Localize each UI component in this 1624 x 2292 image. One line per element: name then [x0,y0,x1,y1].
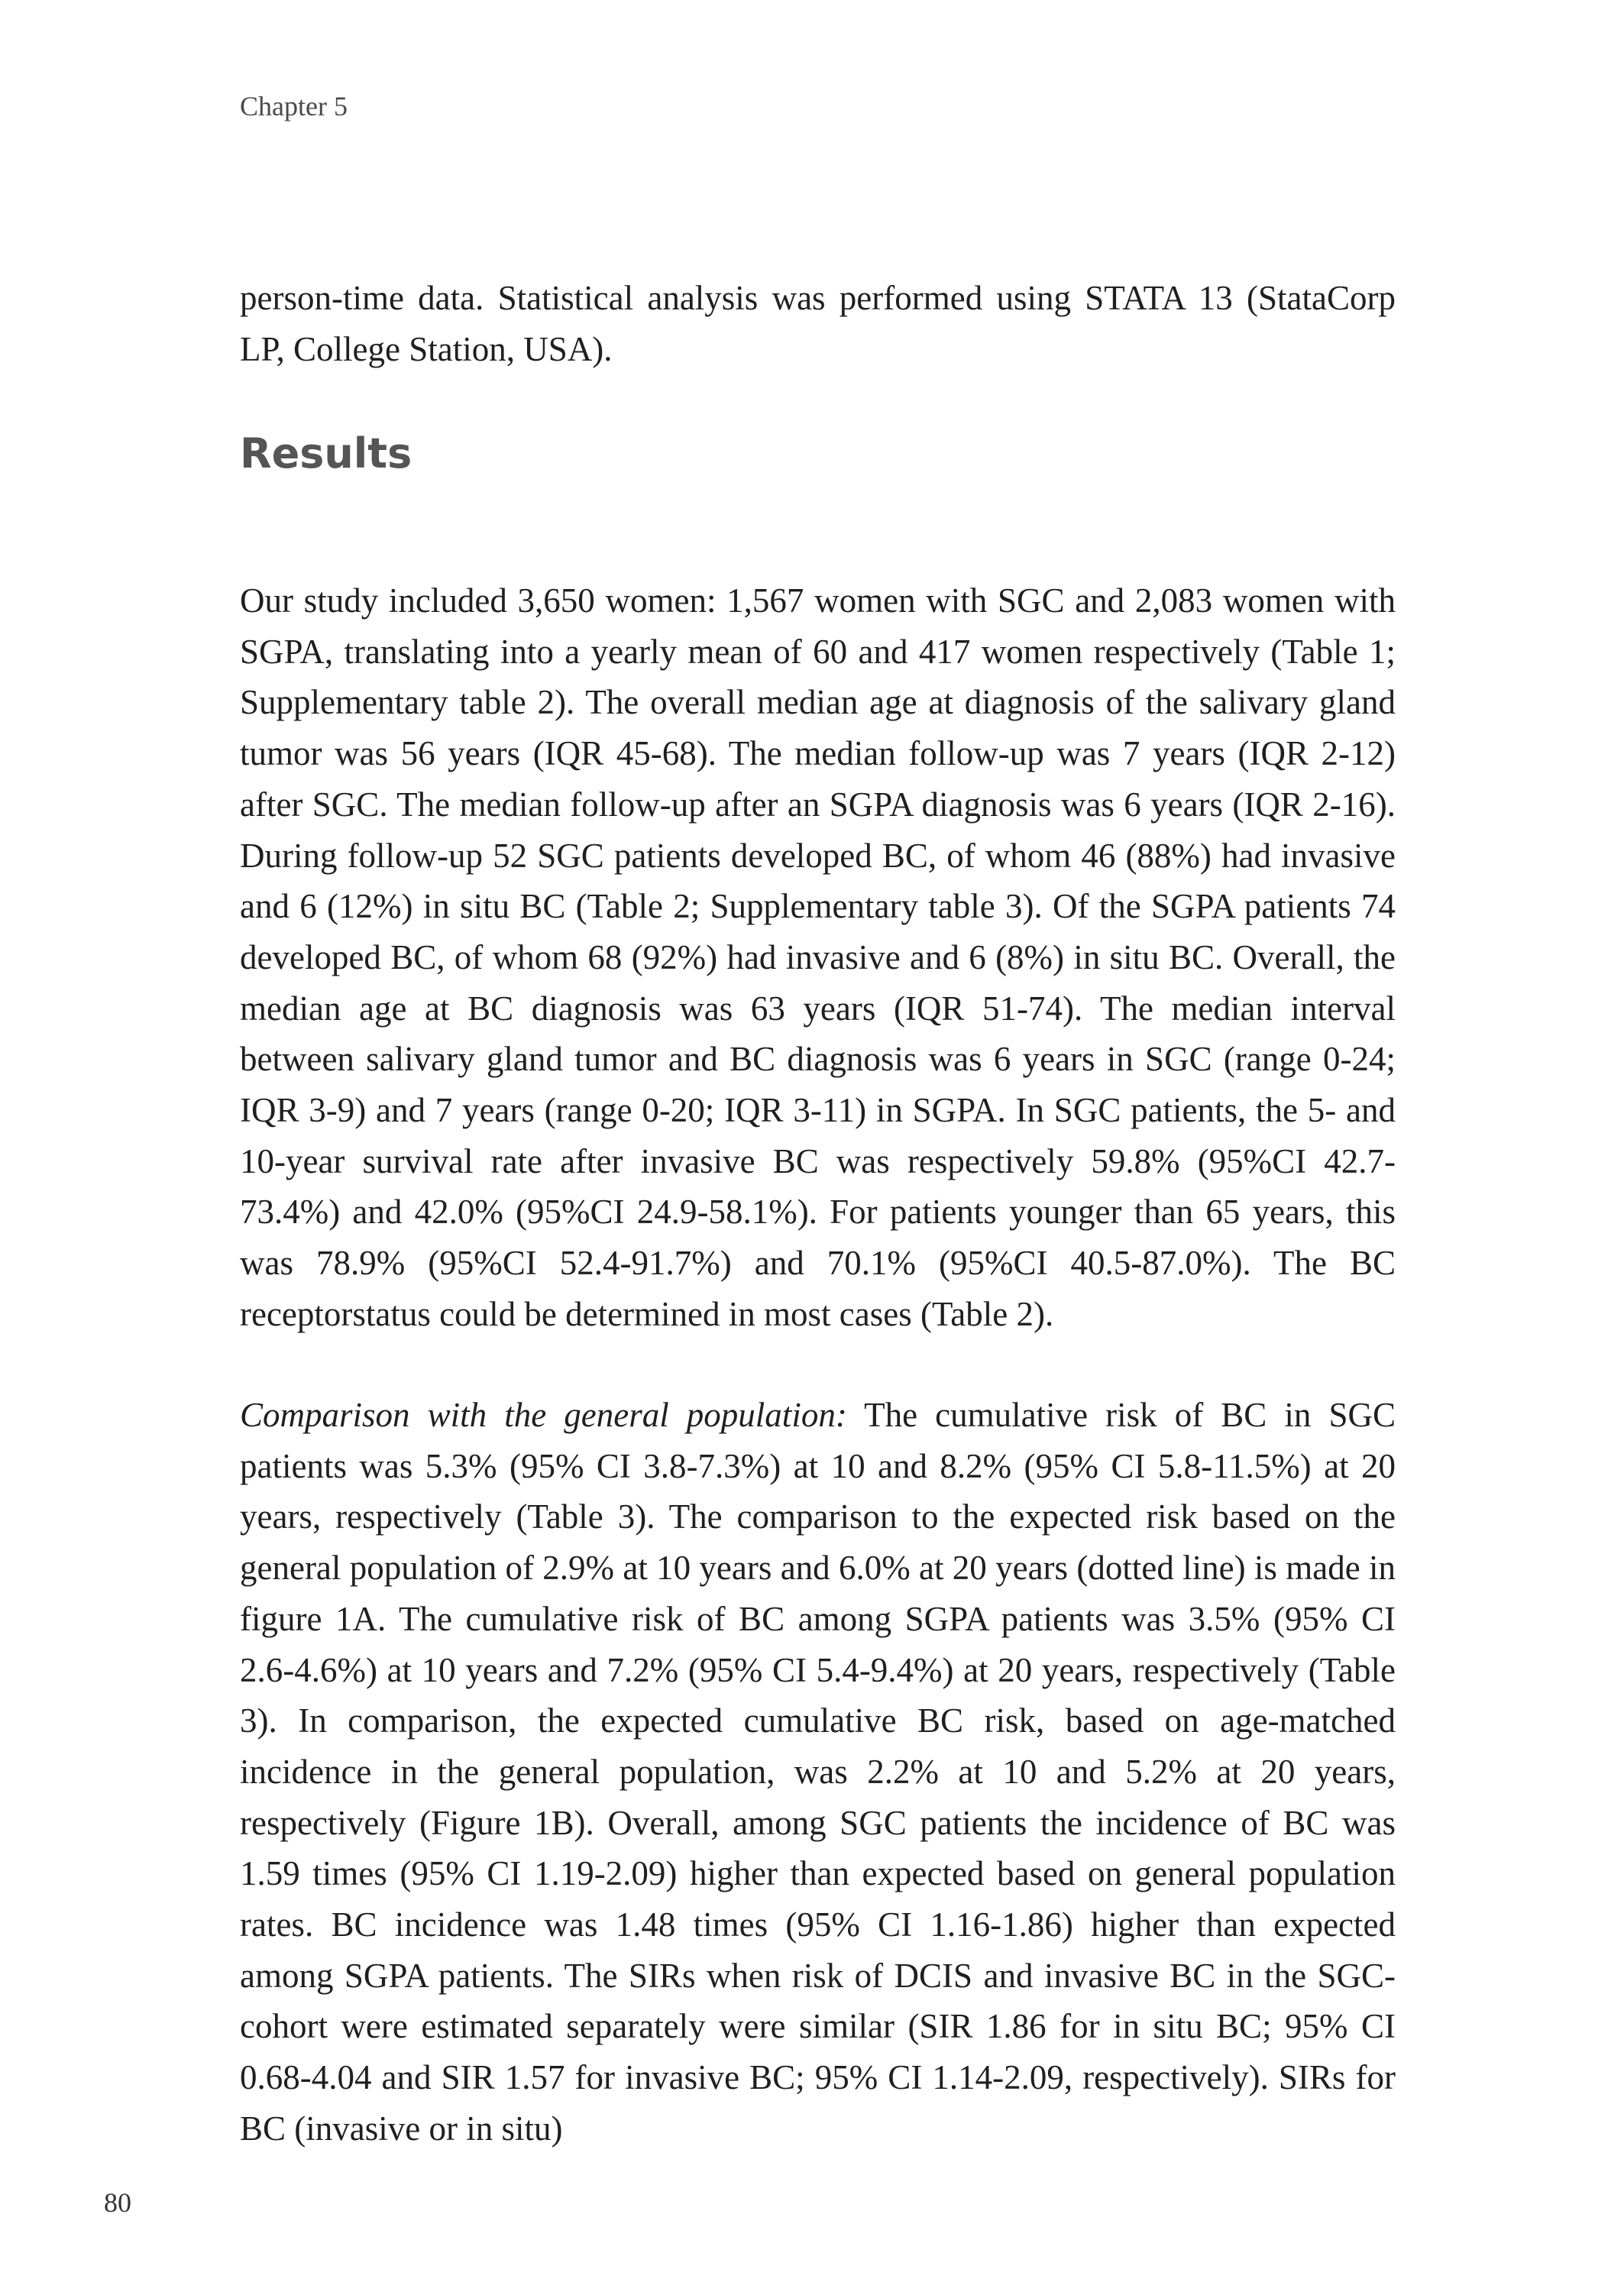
comparison-run-in-label: Comparison with the general population: [240,1396,847,1434]
page-number: 80 [104,2187,131,2218]
comparison-paragraph-text: The cumulative risk of BC in SGC patients was 5.3% (95% CI 3.8-7.3%) at 10 and 8.2% (95% CI 5.8-11.5%) at 20 years, respectively (Table 3). The comparison to the expected risk based on the general population of 2.9% at 10 years and 6.0% at 20 years (dotted line) is made in figure 1A. The cumulative risk of BC among SGPA patients was 3.5% (95% CI 2.6-4.6%) at 10 years and 7.2% (95% CI 5.4-9.4%) at 20 years, respectively (Table 3). In comparison, the expected cumulative BC risk, based on age-matched incidence in the general population, was 2.2% at 10 and 5.2% at 20 years, respectively (Figure 1B). Overall, among SGC patients the incidence of BC was 1.59 times (95% CI 1.19-2.09) higher than expected based on general population rates. BC incidence was 1.48 times (95% CI 1.16-1.86) higher than expected among SGPA patients. The SIRs when risk of DCIS and invasive BC in the SGC-cohort were estimated separately were similar (SIR 1.86 for in situ BC; 95% CI 0.68-4.04 and SIR 1.57 for invasive BC; 95% CI 1.14-2.09, respectively). SIRs for BC (invasive or in situ) [240,1396,1396,2148]
comparison-paragraph [240,1390,1396,2154]
section-heading-results: Results [240,429,412,478]
results-paragraph: Our study included 3,650 women: 1,567 women with SGC and 2,083 women with SGPA, translating into a yearly mean of 60 and 417 women respectively (Table 1; Supplementary table 2). The overall median age at diagnosis of the salivary gland tumor was 56 years (IQR 45-68). The median follow-up was 7 years (IQR 2-12) after SGC. The median follow-up after an SGPA diagnosis was 6 years (IQR 2-16). During follow-up 52 SGC patients developed BC, of whom 46 (88%) had invasive and 6 (12%) in situ BC (Table 2; Supplementary table 3). Of the SGPA patients 74 developed BC, of whom 68 (92%) had invasive and 6 (8%) in situ BC. Overall, the median age at BC diagnosis was 63 years (IQR 51-74). The median interval between salivary gland tumor and BC diagnosis was 6 years in SGC (range 0-24; IQR 3-9) and 7 years (range 0-20; IQR 3-11) in SGPA. In SGC patients, the 5- and 10-year survival rate after invasive BC was respectively 59.8% (95%CI 42.7-73.4%) and 42.0% (95%CI 24.9-58.1%). For patients younger than 65 years, this was 78.9% (95%CI 52.4-91.7%) and 70.1% (95%CI 40.5-87.0%). The BC receptorstatus could be determined in most cases (Table 2). [240,581,1396,1333]
running-header-chapter: Chapter 5 [240,91,348,121]
intro-paragraph: person-time data. Statistical analysis was performed using STATA 13 (StataCorp LP, College Station, USA). [240,279,1396,368]
